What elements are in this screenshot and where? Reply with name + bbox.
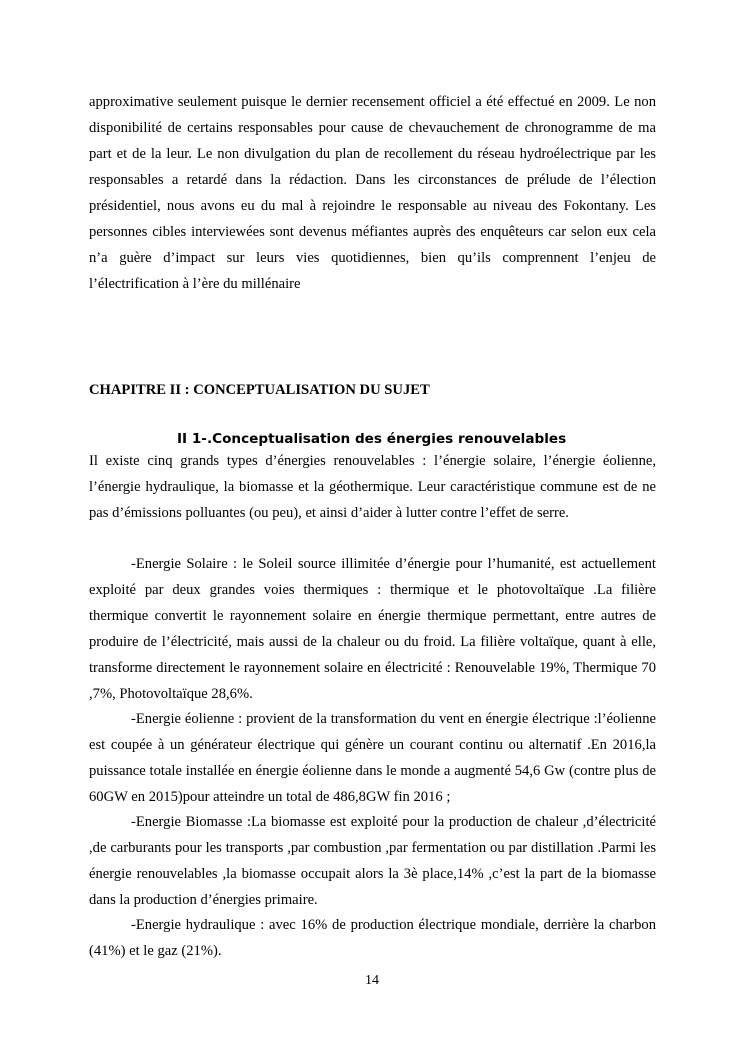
intro-paragraph: approximative seulement puisque le dernier recensement officiel a été effectué en 2009. Le non disponibilité de certains responsables pour cause de chevauchement de chronogramme de ma part et de la leur. Le non divulgation du plan de recollement du réseau hydroélectrique par les responsables a retardé dans la rédaction. Dans les circonstances de prélude de l’élection présidentiel, nous avons eu du mal à rejoindre le responsable au niveau des Fokontany. Les personnes cibles interviewées sont devenus méfiantes auprès des enquêteurs car selon eux cela n’a guère d’impact sur leurs vies quotidiennes, bien qu’ils comprennent l’enjeu de l’électrification à l’ère du millénaire bbox=[89, 94, 656, 292]
paragraph-biomass-energy: -Energie Biomasse :La biomasse est exploité pour la production de chaleur ,d’électricité ,de carburants pour les transports ,par combustion ,par fermentation ou par distillation .Parmi les énergie renouvelables ,la biomasse occupait alors la 3è place,14% ,c’est la part de la biomasse dans la production d’énergies primaire. bbox=[89, 814, 656, 908]
paragraph-energy-types: Il existe cinq grands types d’énergies renouvelables : l’énergie solaire, l’énergie éolienne, l’énergie hydraulique, la biomasse et la géothermique. Leur caractéristique commune est de ne pas d’émissions polluantes (ou peu), et ainsi d’aider à lutter contre l’effet de serre. bbox=[89, 453, 656, 521]
paragraph-wind-energy: -Energie éolienne : provient de la transformation du vent en énergie électrique :l’éolienne est coupée à un générateur électrique qui génère un courant continu ou alternatif .En 2016,la puissance totale installée en énergie éolienne dans le monde a augmenté 54,6 Gw (contre plus de 60GW en 2015)pour atteindre un total de 486,8GW fin 2016 ; bbox=[89, 711, 656, 805]
paragraph-solar-energy: -Energie Solaire : le Soleil source illimitée d’énergie pour l’humanité, est actuellement exploité par deux grandes voies thermiques : thermique et le photovoltaïque .La filière thermique convertit le rayonnement solaire en énergie thermique permettant, entre autres de produire de l’électricité, mais aussi de la chaleur ou du froid. La filière voltaïque, quant à elle, transforme directement le rayonnement solaire en électricité : Renouvelable 19%, Thermique 70 ,7%, Photovoltaïque 28,6%. bbox=[89, 556, 656, 702]
paragraph-hydro-energy: -Energie hydraulique : avec 16% de production électrique mondiale, derrière la charbon (41%) et le gaz (21%). bbox=[89, 917, 656, 959]
page-number: 14 bbox=[365, 973, 379, 988]
chapter-heading: CHAPITRE II : CONCEPTUALISATION DU SUJET bbox=[89, 382, 430, 398]
section-heading: II 1-.Conceptualisation des énergies renouvelables bbox=[177, 431, 567, 447]
